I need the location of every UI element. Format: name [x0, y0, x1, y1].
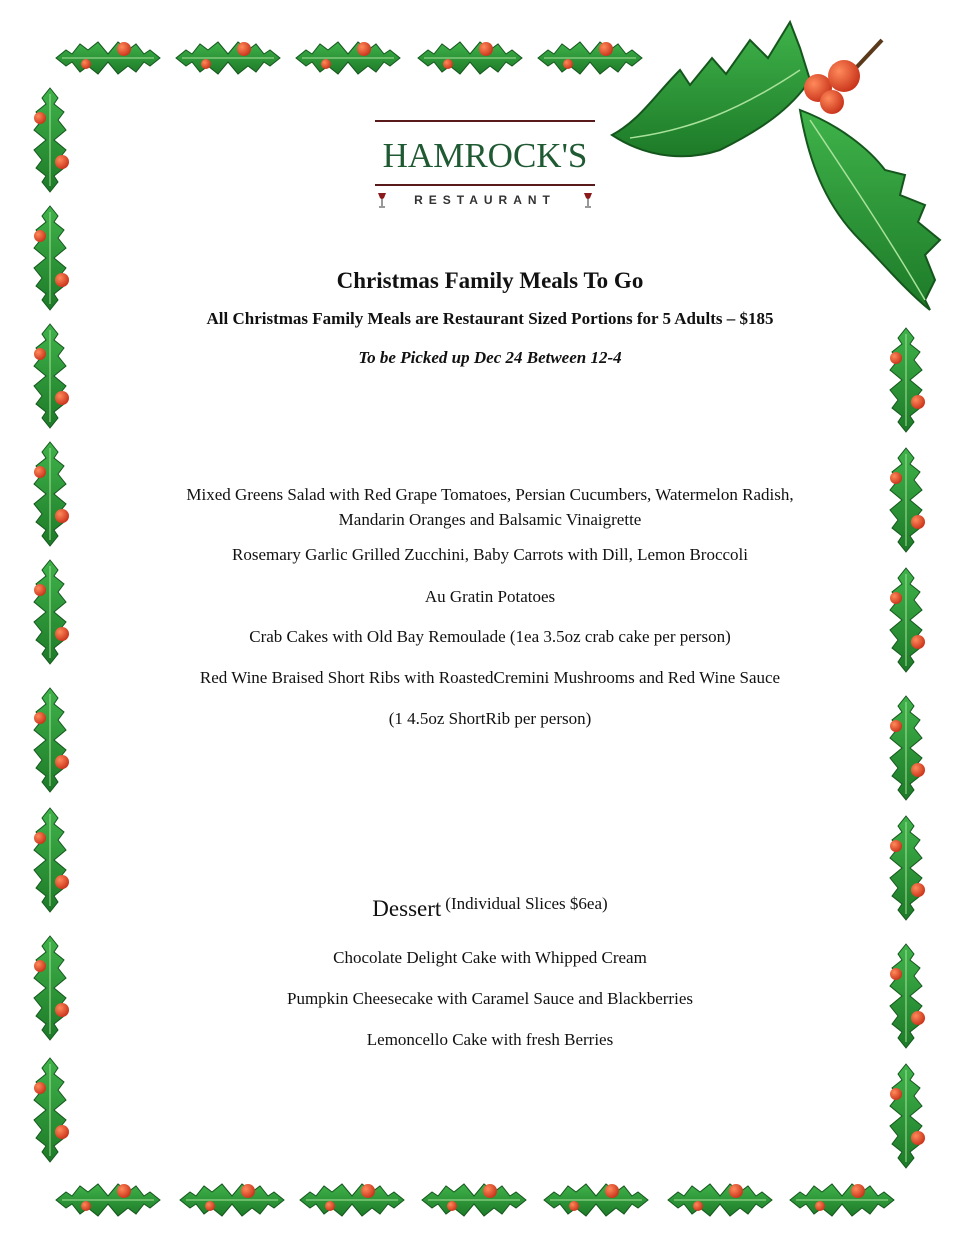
dessert-note: (Individual Slices $6ea) — [445, 894, 608, 913]
pickup-info: To be Picked up Dec 24 Between 12-4 — [358, 348, 622, 367]
menu-item: (1 4.5oz ShortRib per person) — [388, 709, 592, 728]
restaurant-logo — [375, 118, 595, 218]
menu-item: Rosemary Garlic Grilled Zucchini, Baby Carrots with Dill, Lemon Broccoli — [231, 545, 749, 564]
dessert-heading — [120, 896, 860, 922]
logo-name: HAMROCK'S — [382, 136, 588, 175]
menu-item: Au Gratin Potatoes — [424, 587, 556, 606]
page-title: Christmas Family Meals To Go — [336, 268, 644, 293]
menu-item: Red Wine Braised Short Ribs with RoastedCremini Mushrooms and Red Wine Sauce — [199, 668, 781, 687]
large-holly-icon — [612, 22, 940, 310]
logo-rule-bottom — [375, 184, 595, 186]
dessert-item: Pumpkin Cheesecake with Caramel Sauce and Blackberries — [287, 989, 693, 1008]
dessert-title: Dessert — [372, 896, 442, 921]
dessert-item: Lemoncello Cake with fresh Berries — [366, 1030, 614, 1049]
menu-item: Mandarin Oranges and Balsamic Vinaigrette — [338, 510, 642, 529]
dessert-item: Chocolate Delight Cake with Whipped Cream — [333, 948, 647, 967]
logo-subtitle: RESTAURANT — [414, 193, 556, 207]
logo-rule-top — [375, 120, 595, 122]
wine-glass-icon — [583, 192, 593, 208]
page-subtitle: All Christmas Family Meals are Restaurant Sized Portions for 5 Adults – $185 — [206, 309, 774, 328]
menu-item: Crab Cakes with Old Bay Remoulade (1ea 3.5oz crab cake per person) — [249, 627, 731, 646]
menu-item: Mixed Greens Salad with Red Grape Tomatoes, Persian Cucumbers, Watermelon Radish, — [186, 485, 794, 504]
